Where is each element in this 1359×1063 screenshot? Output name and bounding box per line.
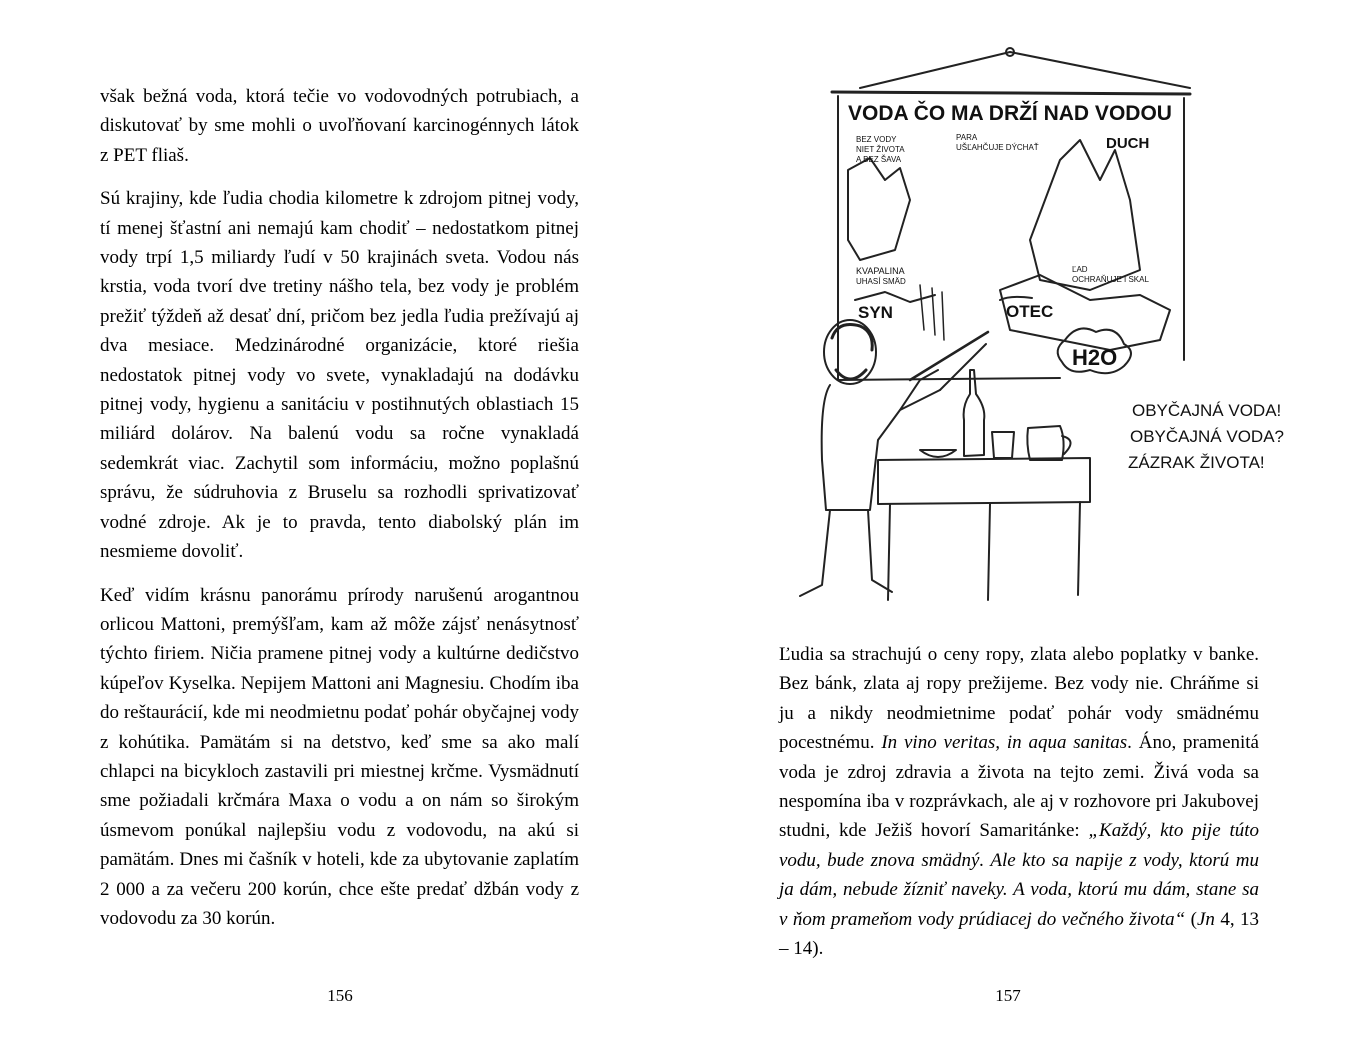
speech-line-3: ZÁZRAK ŽIVOTA! [1128, 453, 1265, 472]
label-syn: SYN [858, 303, 893, 322]
text-run: 4, 13 – 14). [779, 908, 1260, 960]
label-bez-vody-1: BEZ VODY [856, 135, 897, 144]
poster-title: VODA ČO MA DRŽÍ NAD VODOU [848, 102, 1172, 125]
text-run: Ľudia sa strachujú o ceny ropy, zlata alebo poplatky v banke. Bez bánk, zlata aj ropy prežijeme. Bez vody nie. Chráňme si ju a nikdy neodmietnime podať pohár vody smädnému pocestnému. [779, 644, 1259, 754]
cartoon-illustration [760, 40, 1300, 620]
label-h2o: H2O [1072, 345, 1118, 370]
right-page-text [779, 640, 1259, 977]
book-abbrev: Jn [1196, 908, 1215, 930]
speech-line-1: OBYČAJNÁ VODA! [1132, 401, 1282, 420]
left-page-text [100, 82, 579, 947]
label-para-1: PARA [956, 133, 978, 142]
bible-quote: „Každý, kto pije túto vodu, bude znova smädný. Ale kto sa napije z vody, ktorú mu ja dám, nebude žízniť naveky. A voda, ktorú mu dám, stane sa v ňom prameňom vody prúdiacej do večného života“ [779, 820, 1259, 930]
label-lad-2: OCHRAŇUJE I SKAL [1072, 275, 1149, 284]
text-run: ( [1185, 908, 1197, 930]
paragraph: Keď vidím krásnu panorámu prírody narušenú arogantnou orlicou Mattoni, premýšľam, kam až môže zájsť nenásytnosť týchto firiem. Ničia pramene pitnej vody a kultúrne dedičstvo kúpeľov Kyselka. Nepijem Mattoni ani Magnesiu. Chodím iba do reštaurácií, kde mi neodmietnu podať pohár obyčajnej vody z kohútika. Pamätám si na detstvo, keď sme sa ako malí chlapci na bicykloch zastavili pri miestnej krčme. Vysmädnutí sme požiadali krčmára Maxa o vodu a on nám so širokým úsmevom ponúkal najlepšiu vodu z vodovodu, na akú si pamätám. Dnes mi čašník v hoteli, kde za ubytovanie zaplatím 2 000 a za večeru 200 korún, chce ešte predať džbán vody z vodovodu za 30 korún. [100, 584, 579, 929]
paragraph: Sú krajiny, kde ľudia chodia kilometre k zdrojom pitnej vody, tí menej šťastní ani nemajú kam chodiť – nedostatkom pitnej vody trpí 1,5 miliardy ľudí v 50 krajinách sveta. Vodou nás krstia, voda tvorí dve tretiny nášho tela, bez vody je problém prežiť týždeň až desať dní, pričom bez jedla ľudia prežívajú aj dva mesiace. Medzinárodné organizácie, ktoré riešia nedostatok pitnej vody vo svete, vynakladajú na dodávku pitnej vody, hygienu a sanitáciu v postihnutých oblastiach 15 miliárd dolárov. Na balenú vodu sa ročne vynakladá sedemkrát viac. Zachytil som informáciu, možno poplašnú správu, že súdruhovia z Bruselu sa rozhodli sprivatizovať vodné zdroje. Ak je to pravda, tento diabolský plán im nesmieme dovoliť. [100, 188, 579, 563]
label-otec: OTEC [1006, 302, 1054, 321]
page-number-right: 157 [995, 986, 1021, 1005]
paragraph: však bežná voda, ktorá tečie vo vodovodných potrubiach, a diskutovať by sme mohli o uvoľňovaní karcinogénnych látok z PET fliaš. [100, 86, 579, 166]
latin-quote: In vino veritas, in aqua sanitas [881, 732, 1128, 754]
label-bez-vody-2: NIET ŽIVOTA [856, 145, 905, 154]
paragraph [779, 640, 1259, 963]
page-number-left: 156 [327, 986, 353, 1005]
cartoon-drawing [760, 40, 1300, 620]
right-page [680, 0, 1359, 1063]
speech-line-2: OBYČAJNÁ VODA? [1130, 427, 1284, 446]
label-kvapalina-2: UHASÍ SMÄD [856, 277, 906, 286]
label-lad-1: ĽAD [1072, 265, 1088, 274]
label-duch: DUCH [1106, 135, 1150, 152]
text-run: . Áno, pramenitá voda je zdroj zdravia a života na tejto zemi. Živá voda sa nespomína iba v rozprávkach, ale aj v rozhovore pri Jakubovej studni, kde Ježiš hovorí Samaritánke: [779, 732, 1259, 842]
label-bez-vody-3: A BEZ ŠAVA [856, 155, 902, 164]
label-para-2: UŠĽAHČUJE DÝCHAŤ [956, 143, 1039, 152]
label-kvapalina-1: KVAPALINA [856, 266, 905, 276]
